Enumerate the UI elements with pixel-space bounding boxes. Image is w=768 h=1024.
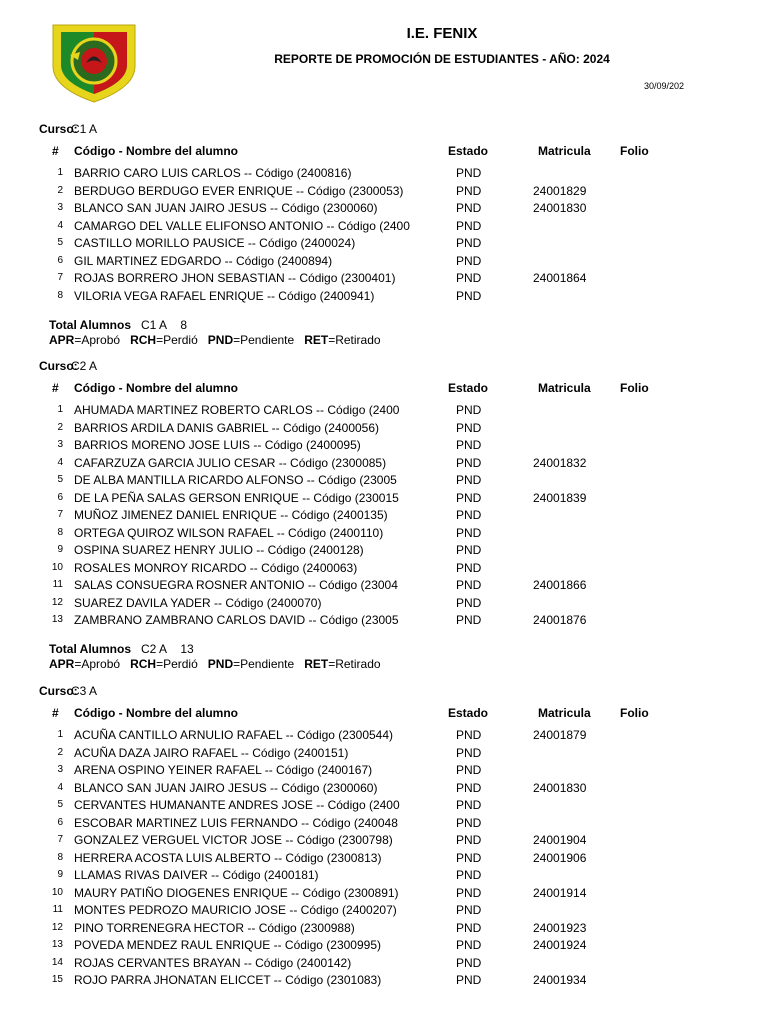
student-number: 6 (57, 491, 63, 503)
col-folio: Folio (620, 381, 649, 395)
student-name: MONTES PEDROZO MAURICIO JOSE -- Código (2400207) (74, 903, 397, 917)
student-number: 10 (51, 561, 63, 573)
student-estado: PND (456, 403, 482, 417)
table-row (0, 560, 768, 578)
table-row (0, 797, 768, 815)
student-number: 2 (57, 421, 63, 433)
student-number: 3 (57, 202, 63, 213)
student-estado: PND (456, 473, 482, 487)
table-row (0, 270, 768, 288)
student-number: 7 (57, 509, 63, 520)
student-estado: PND (456, 508, 482, 522)
col-num: # (52, 144, 59, 158)
student-estado: PND (456, 253, 482, 268)
student-number: 4 (57, 456, 63, 468)
student-name: ROSALES MONROY RICARDO -- Código (2400063) (74, 560, 358, 575)
course-section-c2a (0, 359, 768, 679)
table-row (0, 612, 768, 630)
table-row (0, 472, 768, 490)
col-estado: Estado (448, 144, 489, 158)
student-matricula: 24001923 (533, 920, 587, 935)
student-name: DE LA PEÑA SALAS GERSON ENRIQUE -- Código (230015 (74, 490, 399, 505)
student-estado: PND (456, 973, 482, 987)
student-name: ORTEGA QUIROZ WILSON RAFAEL -- Código (2400110) (74, 525, 384, 540)
col-num: # (52, 706, 59, 720)
table-row (0, 253, 768, 271)
student-estado: PND (456, 798, 482, 812)
student-name: SUAREZ DAVILA YADER -- Código (2400070) (74, 595, 322, 610)
course-section-c1a (0, 122, 768, 352)
student-name: LLAMAS RIVAS DAIVER -- Código (2400181) (74, 868, 319, 882)
student-name: VILORIA VEGA RAFAEL ENRIQUE -- Código (2400941) (74, 288, 375, 303)
course-label: Curso: (39, 359, 78, 373)
student-estado: PND (456, 850, 482, 865)
table-row (0, 402, 768, 420)
col-estado: Estado (448, 706, 489, 720)
student-number: 9 (57, 869, 63, 880)
student-estado: PND (456, 613, 482, 627)
col-name: Código - Nombre del alumno (74, 706, 238, 720)
student-rows (0, 165, 768, 305)
student-estado: PND (456, 288, 482, 303)
student-number: 1 (57, 167, 63, 178)
col-folio: Folio (620, 144, 649, 158)
status-legend: APR=Aprobó RCH=Perdió PND=Pendiente RET=Retirado (49, 657, 381, 671)
student-estado: PND (456, 236, 482, 250)
student-estado: PND (456, 885, 482, 900)
table-row (0, 832, 768, 850)
student-number: 6 (57, 254, 63, 266)
table-row (0, 165, 768, 183)
student-name: DE ALBA MANTILLA RICARDO ALFONSO -- Código (23005 (74, 473, 397, 487)
table-row (0, 235, 768, 253)
student-number: 3 (57, 439, 63, 450)
student-matricula: 24001829 (533, 183, 587, 198)
table-row (0, 577, 768, 595)
student-number: 1 (57, 404, 63, 415)
student-matricula: 24001924 (533, 938, 587, 952)
course-name: C1 A (71, 122, 98, 136)
student-number: 12 (51, 921, 63, 933)
col-name: Código - Nombre del alumno (74, 381, 238, 395)
student-number: 14 (51, 956, 63, 968)
student-name: BARRIO CARO LUIS CARLOS -- Código (2400816) (74, 166, 352, 180)
student-name: BLANCO SAN JUAN JAIRO JESUS -- Código (2300060) (74, 201, 378, 215)
table-row (0, 780, 768, 798)
student-name: MAURY PATIÑO DIOGENES ENRIQUE -- Código (2300891) (74, 885, 399, 900)
student-matricula: 24001866 (533, 578, 587, 592)
table-row (0, 490, 768, 508)
student-name: SALAS CONSUEGRA ROSNER ANTONIO -- Código (23004 (74, 578, 398, 592)
student-matricula: 24001904 (533, 833, 587, 847)
col-matricula: Matricula (538, 706, 591, 720)
total-alumnos: Total Alumnos C2 A 13 (49, 642, 194, 656)
student-matricula: 24001832 (533, 455, 587, 470)
student-matricula: 24001830 (533, 201, 587, 215)
student-name: ROJAS CERVANTES BRAYAN -- Código (2400142) (74, 955, 352, 970)
table-row (0, 595, 768, 613)
student-estado: PND (456, 728, 482, 742)
table-row (0, 972, 768, 990)
table-row (0, 815, 768, 833)
student-number: 11 (52, 904, 63, 915)
student-estado: PND (456, 780, 482, 795)
table-row (0, 288, 768, 306)
table-row (0, 727, 768, 745)
student-estado: PND (456, 183, 482, 198)
student-number: 10 (51, 886, 63, 898)
table-row (0, 902, 768, 920)
table-row (0, 455, 768, 473)
table-header (0, 144, 768, 160)
student-number: 3 (57, 764, 63, 775)
status-legend: APR=Aprobó RCH=Perdió PND=Pendiente RET=Retirado (49, 333, 381, 347)
student-estado: PND (456, 201, 482, 215)
student-estado: PND (456, 955, 482, 970)
col-num: # (52, 381, 59, 395)
student-number: 12 (51, 596, 63, 608)
student-matricula: 24001914 (533, 885, 587, 900)
student-estado: PND (456, 560, 482, 575)
student-rows (0, 402, 768, 630)
student-estado: PND (456, 543, 482, 557)
col-matricula: Matricula (538, 381, 591, 395)
col-matricula: Matricula (538, 144, 591, 158)
table-row (0, 762, 768, 780)
table-row (0, 542, 768, 560)
student-estado: PND (456, 920, 482, 935)
student-name: ROJO PARRA JHONATAN ELICCET -- Código (2301083) (74, 973, 382, 987)
student-estado: PND (456, 455, 482, 470)
student-number: 8 (57, 851, 63, 863)
student-matricula: 24001830 (533, 780, 587, 795)
table-row (0, 525, 768, 543)
table-row (0, 183, 768, 201)
student-name: ACUÑA DAZA JAIRO RAFAEL -- Código (2400151) (74, 745, 349, 760)
student-estado: PND (456, 578, 482, 592)
student-number: 4 (57, 781, 63, 793)
student-number: 8 (57, 526, 63, 538)
col-name: Código - Nombre del alumno (74, 144, 238, 158)
student-matricula: 24001864 (533, 271, 587, 285)
table-row (0, 885, 768, 903)
student-number: 1 (57, 729, 63, 740)
student-estado: PND (456, 938, 482, 952)
student-number: 2 (57, 184, 63, 196)
student-name: ARENA OSPINO YEINER RAFAEL -- Código (2400167) (74, 763, 373, 777)
student-estado: PND (456, 833, 482, 847)
table-row (0, 745, 768, 763)
student-number: 7 (57, 272, 63, 283)
school-name: I.E. FENIX (406, 25, 478, 42)
student-name: BARRIOS ARDILA DANIS GABRIEL -- Código (2400056) (74, 420, 380, 435)
student-estado: PND (456, 595, 482, 610)
student-number: 9 (57, 544, 63, 555)
student-name: AHUMADA MARTINEZ ROBERTO CARLOS -- Código (2400 (74, 403, 400, 417)
table-row (0, 420, 768, 438)
student-estado: PND (456, 903, 482, 917)
student-matricula: 24001879 (533, 728, 587, 742)
student-estado: PND (456, 166, 482, 180)
course-name: C3 A (71, 684, 98, 698)
table-row (0, 955, 768, 973)
student-name: CERVANTES HUMANANTE ANDRES JOSE -- Código (2400 (74, 798, 400, 812)
course-label: Curso: (39, 122, 78, 136)
table-row (0, 937, 768, 955)
student-estado: PND (456, 815, 482, 830)
student-number: 8 (57, 289, 63, 301)
student-number: 15 (51, 974, 63, 985)
col-estado: Estado (448, 381, 489, 395)
student-number: 7 (57, 834, 63, 845)
student-estado: PND (456, 271, 482, 285)
table-row (0, 218, 768, 236)
student-estado: PND (456, 490, 482, 505)
student-matricula: 24001839 (533, 490, 587, 505)
student-name: OSPINA SUAREZ HENRY JULIO -- Código (2400128) (74, 543, 364, 557)
student-number: 5 (57, 474, 63, 485)
student-estado: PND (456, 218, 482, 233)
student-estado: PND (456, 868, 482, 882)
table-row (0, 507, 768, 525)
student-number: 6 (57, 816, 63, 828)
student-name: CASTILLO MORILLO PAUSICE -- Código (2400024) (74, 236, 356, 250)
course-section-c3a (0, 684, 768, 1024)
student-name: MUÑOZ JIMENEZ DANIEL ENRIQUE -- Código (2400135) (74, 508, 388, 522)
student-number: 2 (57, 746, 63, 758)
student-number: 13 (51, 614, 63, 625)
student-name: BLANCO SAN JUAN JAIRO JESUS -- Código (2300060) (74, 780, 378, 795)
student-name: ZAMBRANO ZAMBRANO CARLOS DAVID -- Código (23005 (74, 613, 399, 627)
student-name: BERDUGO BERDUGO EVER ENRIQUE -- Código (2300053) (74, 183, 404, 198)
report-title: REPORTE DE PROMOCIÓN DE ESTUDIANTES - AÑO: 2024 (274, 52, 610, 66)
student-rows (0, 727, 768, 990)
table-row (0, 200, 768, 218)
table-header (0, 706, 768, 722)
table-header (0, 381, 768, 397)
student-name: ESCOBAR MARTINEZ LUIS FERNANDO -- Código (240048 (74, 815, 398, 830)
student-name: CAMARGO DEL VALLE ELIFONSO ANTONIO -- Código (2400 (74, 218, 410, 233)
col-folio: Folio (620, 706, 649, 720)
course-name: C2 A (71, 359, 98, 373)
student-name: POVEDA MENDEZ RAUL ENRIQUE -- Código (2300995) (74, 938, 381, 952)
student-estado: PND (456, 763, 482, 777)
course-label: Curso: (39, 684, 78, 698)
student-estado: PND (456, 745, 482, 760)
student-name: GIL MARTINEZ EDGARDO -- Código (2400894) (74, 253, 333, 268)
student-number: 4 (57, 219, 63, 231)
student-number: 5 (57, 237, 63, 248)
table-row (0, 437, 768, 455)
table-row (0, 867, 768, 885)
student-name: HERRERA ACOSTA LUIS ALBERTO -- Código (2300813) (74, 850, 382, 865)
student-name: GONZALEZ VERGUEL VICTOR JOSE -- Código (2300798) (74, 833, 393, 847)
student-name: BARRIOS MORENO JOSE LUIS -- Código (2400095) (74, 438, 361, 452)
student-matricula: 24001934 (533, 973, 587, 987)
student-number: 5 (57, 799, 63, 810)
student-estado: PND (456, 420, 482, 435)
student-name: ROJAS BORRERO JHON SEBASTIAN -- Código (2300401) (74, 271, 396, 285)
student-name: CAFARZUZA GARCIA JULIO CESAR -- Código (2300085) (74, 455, 387, 470)
student-estado: PND (456, 438, 482, 452)
student-number: 11 (52, 579, 63, 590)
report-date: 30/09/202 (644, 81, 685, 91)
table-row (0, 920, 768, 938)
student-name: PINO TORRENEGRA HECTOR -- Código (2300988) (74, 920, 355, 935)
student-matricula: 24001876 (533, 613, 587, 627)
table-row (0, 850, 768, 868)
student-estado: PND (456, 525, 482, 540)
student-number: 13 (51, 939, 63, 950)
student-name: ACUÑA CANTILLO ARNULIO RAFAEL -- Código (2300544) (74, 728, 394, 742)
student-matricula: 24001906 (533, 850, 587, 865)
total-alumnos: Total Alumnos C1 A 8 (49, 318, 188, 332)
